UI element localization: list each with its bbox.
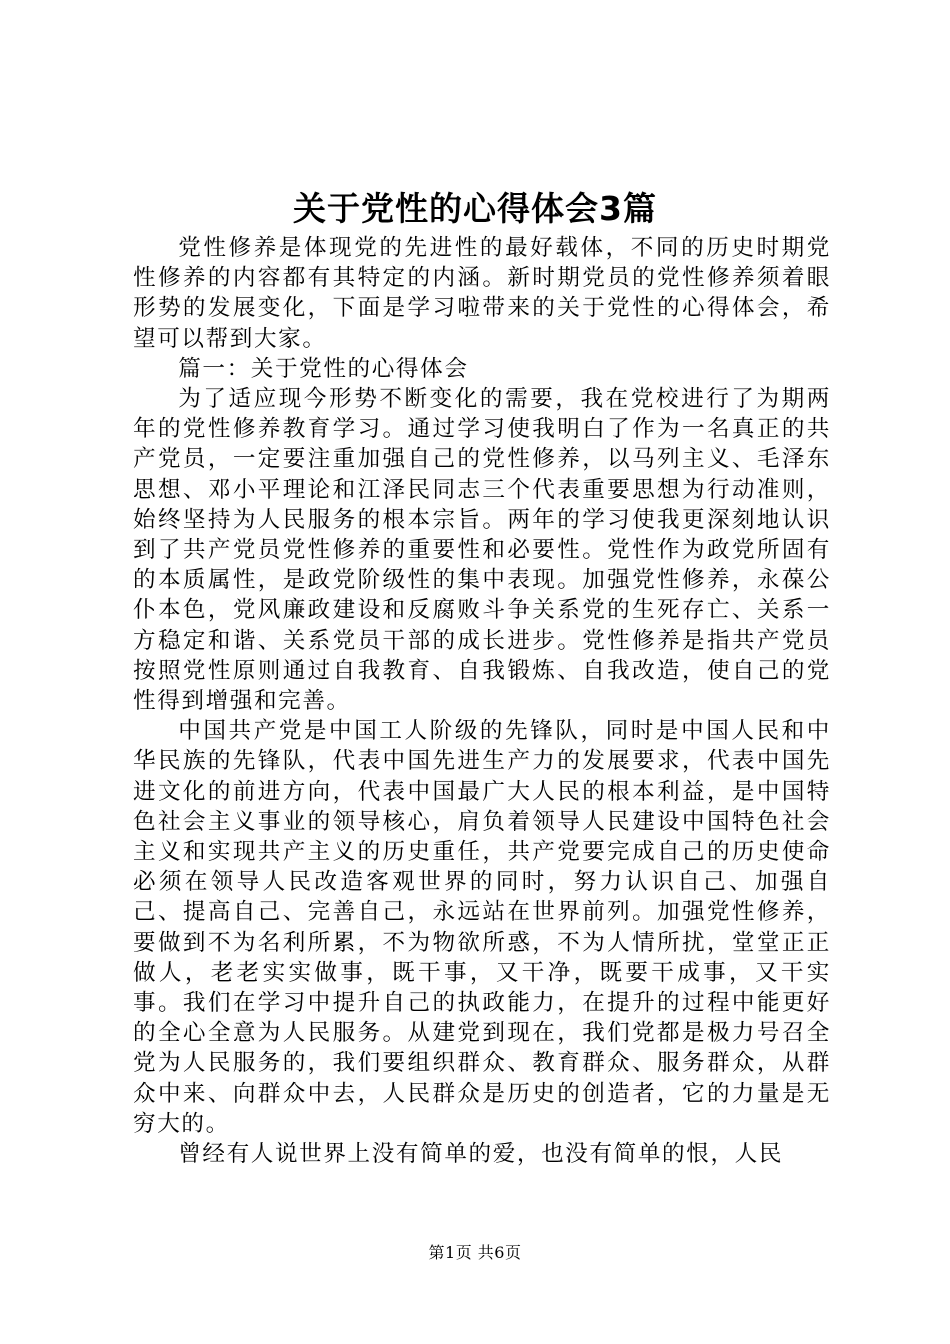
body-paragraph-1: 为了适应现今形势不断变化的需要，我在党校进行了为期两年的党性修养教育学习。通过学习使我明白了作为一名真正的共产党员，一定要注重加强自己的党性修养，以马列主义、毛泽东思想、邓小平理论和江泽民同志三个代表重要思想为行动准则，始终坚持为人民服务的根本宗旨。两年的学习使我更深刻地认识到了共产党员党性修养的重要性和必要性。党性作为政党所固有的本质属性，是政党阶级性的集中表现。加强党性修养，永葆公仆本色，党风廉政建设和反腐败斗争关系党的生死存亡、关系一方稳定和谐、关系党员干部的成长进步。党性修养是指共产党员按照党性原则通过自我教育、自我锻炼、自我改造，使自己的党性得到增强和完善。 — [133, 386, 831, 715]
section-heading: 篇一：关于党性的心得体会 — [178, 355, 469, 382]
body-paragraph-3: 曾经有人说世界上没有简单的爱，也没有简单的恨，人民 — [178, 1141, 784, 1168]
document-title: 关于党性的心得体会3篇 — [293, 189, 657, 228]
intro-paragraph: 党性修养是体现党的先进性的最好载体，不同的历史时期党性修养的内容都有其特定的内涵。新时期党员的党性修养须着眼形势的发展变化，下面是学习啦带来的关于党性的心得体会，希望可以帮到大家。 — [133, 235, 831, 352]
page-number-footer: 第1页 共6页 — [428, 1243, 522, 1262]
document-body — [133, 233, 831, 1169]
body-paragraph-2: 中国共产党是中国工人阶级的先锋队，同时是中国人民和中华民族的先锋队，代表中国先进生产力的发展要求，代表中国先进文化的前进方向，代表中国最广大人民的根本利益，是中国特色社会主义事业的领导核心，肩负着领导人民建设中国特色社会主义和实现共产主义的历史重任，共产党要完成自己的历史使命必须在领导人民改造客观世界的同时，努力认识自己、加强自己、提高自己、完善自己，永远站在世界前列。加强党性修养，要做到不为名利所累，不为物欲所惑，不为人情所扰，堂堂正正做人，老老实实做事，既干事，又干净，既要干成事，又干实事。我们在学习中提升自己的执政能力，在提升的过程中能更好的全心全意为人民服务。从建党到现在，我们党都是极力号召全党为人民服务的，我们要组织群众、教育群众、服务群众，从群众中来、向群众中去，人民群众是历史的创造者，它的力量是无穷大的。 — [133, 718, 831, 1137]
